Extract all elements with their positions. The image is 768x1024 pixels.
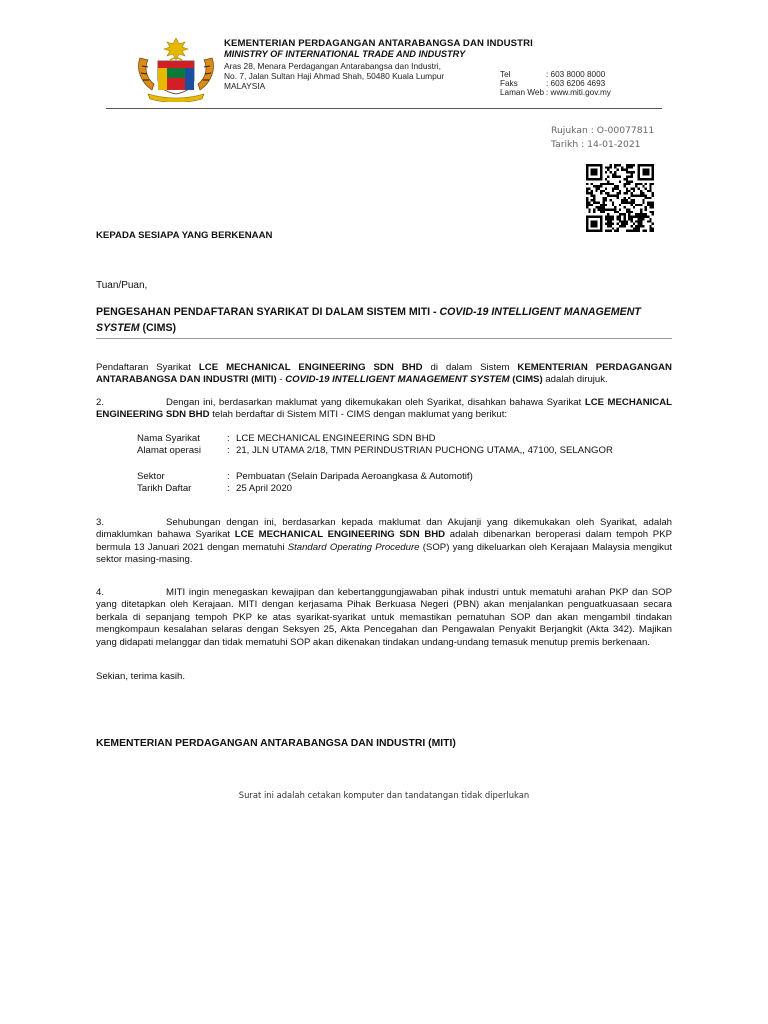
text: Pendaftaran Syarikat — [96, 362, 199, 373]
subject-divider — [96, 338, 672, 339]
contact-value: : 603 6206 4693 — [546, 79, 606, 88]
contact-value: : www.miti.gov.my — [546, 88, 611, 97]
text: - — [276, 374, 286, 386]
letter-subject — [96, 305, 676, 336]
text: MITI ingin menegaskan kewajipan dan kebertanggungjawaban pihak industri untuk mematuhi arahan PKP dan SOP yang ditetapkan oleh Kerajaan. MITI dengan kerjasama Pihak Berkuasa Negeri (PBN) akan menjalankan penguatkuasaan secara berkala di sepanjang tempoh PKP ke atas syarikat-syarikat untuk memastikan pematuhan SOP dan akan mengambil tindakan mengkompaun kesalahan selaras dengan Seksyen 25, Akta Pencegahan dan Pengawalan Penyakit Berjangkit (Akta 342). Majikan yang didapati melanggar dan tidak mematuhi SOP akan dikenakan tindakan undang-undang temasuk menutup premis berkenaan. — [96, 587, 672, 648]
paragraph-1 — [96, 362, 672, 387]
address-line-2: No. 7, Jalan Sultan Haji Ahmad Shah, 50480 Kuala Lumpur — [224, 71, 445, 81]
letter-date: Tarikh : 14-01-2021 — [551, 139, 641, 150]
system-abbr: (CIMS) — [509, 374, 543, 386]
system-name: COVID-19 INTELLIGENT MANAGEMENT SYSTEM — [285, 374, 510, 386]
paragraph-number: 2. — [96, 397, 105, 408]
detail-value: 21, JLN UTAMA 2/18, TMN PERINDUSTRIAN PUCHONG UTAMA,, 47100, SELANGOR — [236, 445, 613, 456]
ministry-name-malay: KEMENTERIAN PERDAGANGAN ANTARABANGSA DAN INDUSTRI — [224, 38, 533, 49]
org-name: KEMENTERIAN PERDAGANGAN ANTARABANGSA DAN INDUSTRI (MITI) — [96, 362, 672, 386]
closing: Sekian, terima kasih. — [96, 671, 186, 682]
detail-row-address — [137, 445, 617, 469]
detail-value: 25 April 2020 — [236, 483, 293, 494]
address-line-1: Aras 28, Menara Perdagangan Antarabangsa dan Industri, — [224, 61, 441, 71]
address-line-3: MALAYSIA — [224, 81, 266, 91]
text: adalah dirujuk. — [542, 374, 608, 386]
detail-value: Pembuatan (Selain Daripada Aeroangkasa & Automotif) — [236, 471, 473, 482]
text: Sehubungan dengan ini, berdasarkan kepada maklumat dan Akujanji yang dikemukakan oleh Syarikat, adalah dimaklumkan bahawa Syarikat — [96, 517, 672, 541]
paragraph-number: 4. — [96, 587, 105, 598]
company-name: LCE MECHANICAL ENGINEERING SDN BHD — [198, 362, 423, 373]
header-divider — [106, 108, 662, 109]
detail-colon: : — [227, 433, 230, 444]
text: adalah dibenarkan beroperasi dalam tempoh PKP bermula 13 Januari 2021 dengan mematuhi — [96, 529, 672, 553]
text: Dengan ini, berdasarkan maklumat yang dikemukakan oleh Syarikat, disahkan bahawa Syarikat — [166, 397, 585, 408]
detail-label: Nama Syarikat — [137, 433, 200, 444]
contact-value: : 603 8000 8000 — [546, 70, 606, 79]
detail-label: Tarikh Daftar — [137, 483, 192, 494]
company-name: LCE MECHANICAL ENGINEERING SDN BHD — [234, 529, 446, 541]
coat-of-arms-icon — [134, 36, 218, 102]
sop-term: Standard Operating Procedure — [287, 541, 420, 553]
contact-label: Laman Web — [500, 88, 544, 97]
qr-code-icon — [586, 164, 654, 232]
contact-fax — [500, 79, 605, 88]
subject-system: COVID-19 INTELLIGENT MANAGEMENT SYSTEM — [96, 306, 641, 334]
contact-tel — [500, 70, 605, 79]
paragraph-4 — [96, 587, 672, 649]
subject-part: PENGESAHAN PENDAFTARAN SYARIKAT DI DALAM SISTEM MITI - — [96, 306, 440, 318]
contact-label: Tel — [500, 70, 511, 79]
contact-label: Faks — [500, 79, 518, 88]
detail-row-company — [137, 433, 617, 445]
detail-value: LCE MECHANICAL ENGINEERING SDN BHD — [236, 433, 436, 444]
detail-colon: : — [227, 471, 230, 482]
detail-label: Alamat operasi — [137, 445, 201, 456]
computer-generated-note: Surat ini adalah cetakan komputer dan tandatangan tidak diperlukan — [238, 790, 530, 800]
addressee: KEPADA SESIAPA YANG BERKENAAN — [96, 230, 273, 241]
detail-row-date — [137, 483, 617, 495]
salutation: Tuan/Puan, — [96, 280, 148, 291]
detail-label: Sektor — [137, 471, 165, 482]
detail-row-sector — [137, 471, 617, 483]
company-name: LCE MECHANICAL ENGINEERING SDN BHD — [96, 397, 673, 421]
paragraph-number: 3. — [96, 517, 105, 528]
contact-web — [500, 88, 611, 97]
subject-part: (CIMS) — [139, 321, 177, 334]
paragraph-2 — [96, 397, 672, 422]
paragraph-3 — [96, 517, 672, 567]
signoff-organisation: KEMENTERIAN PERDAGANGAN ANTARABANGSA DAN INDUSTRI (MITI) — [96, 738, 456, 749]
ministry-name-english: MINISTRY OF INTERNATIONAL TRADE AND INDUSTRY — [224, 49, 466, 59]
detail-colon: : — [227, 445, 230, 456]
detail-colon: : — [227, 483, 230, 494]
text: telah berdaftar di Sistem MITI - CIMS dengan maklumat yang berikut: — [209, 409, 508, 421]
reference-number: Rujukan : O-00077811 — [551, 125, 655, 136]
text: (SOP) yang dikeluarkan oleh Kerajaan Malaysia mengikut sektor masing-masing. — [96, 541, 672, 566]
text: di dalam Sistem — [422, 362, 518, 373]
